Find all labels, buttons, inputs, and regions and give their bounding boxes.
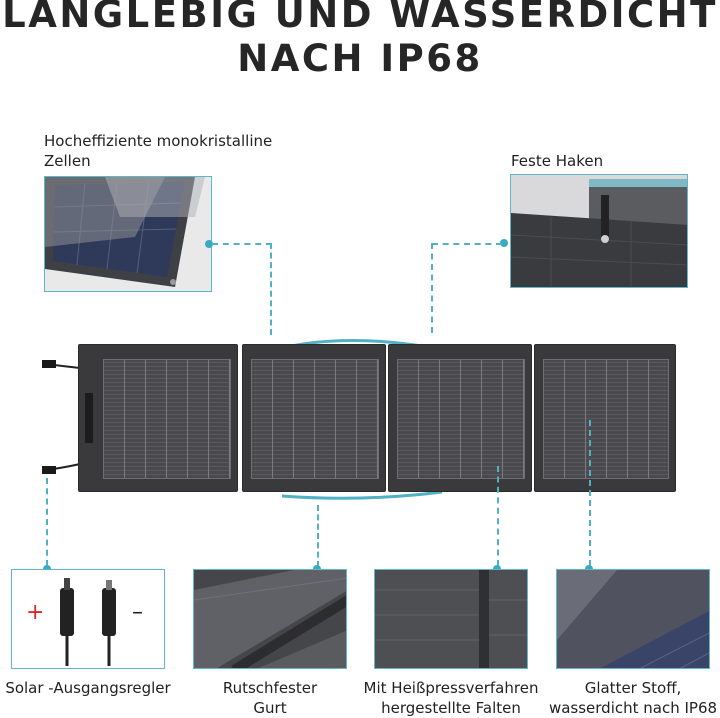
junction-box [85,393,93,443]
strap-callout-line [317,505,319,567]
output-callout-line [46,478,48,566]
panel-segment-1 [78,344,238,492]
headline-line-2: NACH IP68 [237,37,483,80]
hooks-callout-line-v [431,243,433,333]
cells-label-line-2: Zellen [44,152,91,170]
fabric-illustration [557,570,710,669]
hooks-closeup-image [510,174,688,288]
feature-label-fabric-line-1: Glatter Stoff, [584,679,682,697]
solar-panel [42,336,682,502]
feature-label-strap-line-1: Rutschfester [222,679,318,697]
output-connector-image [11,569,165,669]
panel-segment-2 [242,344,386,492]
plus-sign: + [26,600,45,625]
strap-illustration [194,570,347,669]
minus-sign: – [132,600,143,625]
feature-label-output: Solar -Ausgangsregler [5,679,171,697]
feature-label-fabric-line-2: wasserdicht nach IP68 [548,699,718,717]
panel-segment-3 [388,344,532,492]
folds-callout-line [497,466,499,566]
cell-grid-3 [397,359,525,479]
feature-label-folds-line-2: hergestellte Falten [381,699,521,717]
cell-grid-1 [103,359,231,479]
panel-segment-4 [534,344,676,492]
fabric-closeup-image [556,569,710,669]
feature-label-folds-line-1: Mit Heißpressverfahren [363,679,539,697]
fabric-callout-line [589,420,591,566]
cells-callout-line-v [270,243,272,335]
folds-closeup-image [374,569,528,669]
feature-label-strap-line-2: Gurt [253,699,287,717]
cells-closeup-illustration [45,177,212,292]
hooks-closeup-illustration [511,175,688,288]
hooks-callout-line-h [432,243,502,245]
hooks-label: Feste Haken [511,152,604,170]
cells-callout-line-h [212,243,272,245]
cells-closeup-image [44,176,212,292]
cell-grid-2 [251,359,379,479]
strap-closeup-image [193,569,347,669]
folds-illustration [375,570,528,669]
cell-grid-4 [543,359,669,479]
headline-line-1: LANGLEBIG UND WASSERDICHT [2,0,718,36]
connector-illustration [12,570,165,669]
cells-label-line-1: Hocheffiziente monokristalline [44,132,273,150]
